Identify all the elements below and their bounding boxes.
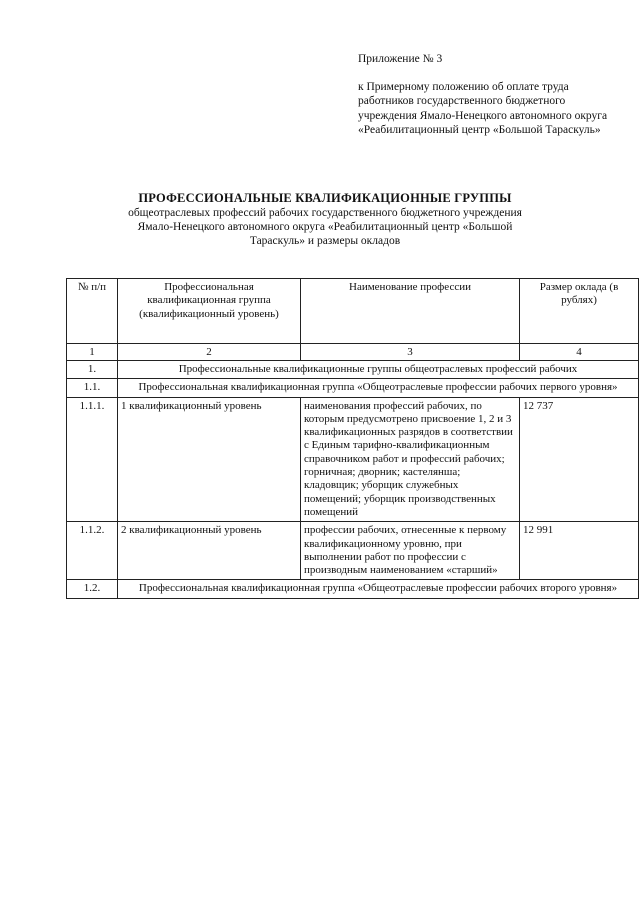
index-cell: 1 bbox=[67, 344, 118, 361]
qualification-table bbox=[66, 278, 639, 599]
salary-value: 12 737 bbox=[520, 397, 639, 522]
appendix-text: к Примерному положению об оплате труда работников государственного бюджетного учреждения Ямало-Ненецкого автономного округа «Реабилитационный центр «Большой Тараскуль» bbox=[358, 81, 608, 136]
qualification-level: 1 квалификационный уровень bbox=[118, 397, 301, 522]
table-header-row bbox=[67, 279, 639, 344]
appendix-number: Приложение № 3 bbox=[358, 53, 443, 65]
index-cell: 3 bbox=[301, 344, 520, 361]
salary-value: 12 991 bbox=[520, 522, 639, 580]
header-profession: Наименование профессии bbox=[301, 279, 520, 344]
table-index-row bbox=[67, 344, 639, 361]
appendix-reference bbox=[358, 52, 608, 137]
section-title: Профессиональные квалификационные группы общеотраслевых профессий рабочих bbox=[118, 361, 639, 379]
table-row bbox=[67, 522, 639, 580]
title-subtitle: общеотраслевых профессий рабочих государственного бюджетного учреждения Ямало-Ненецкого автономного округа «Реабилитационный центр «Большой Тараскуль» и размеры окладов bbox=[128, 207, 522, 248]
row-number: 1.2. bbox=[67, 580, 118, 598]
row-number: 1.1.1. bbox=[67, 397, 118, 522]
profession-names: наименования профессий рабочих, по которым предусмотрено присвоение 1, 2 и 3 квалификационных разрядов в соответствии с Единым тарифно-квалификационным справочником работ и профессий рабочих; горничная; дворник; кастелянша; кладовщик; уборщик служебных помещений; уборщик производственных помещений bbox=[301, 397, 520, 522]
title-main: ПРОФЕССИОНАЛЬНЫЕ КВАЛИФИКАЦИОННЫЕ ГРУППЫ bbox=[138, 191, 512, 205]
table-row bbox=[67, 580, 639, 598]
header-number: № п/п bbox=[67, 279, 118, 344]
table-row bbox=[67, 397, 639, 522]
section-title: Профессиональная квалификационная группа «Общеотраслевые профессии рабочих первого уровня» bbox=[118, 379, 639, 397]
document-title bbox=[90, 190, 560, 249]
index-cell: 4 bbox=[520, 344, 639, 361]
header-salary: Размер оклада (в рублях) bbox=[520, 279, 639, 344]
qualification-level: 2 квалификационный уровень bbox=[118, 522, 301, 580]
table-row bbox=[67, 379, 639, 397]
row-number: 1.1. bbox=[67, 379, 118, 397]
table-row bbox=[67, 361, 639, 379]
profession-names: профессии рабочих, отнесенные к первому квалификационному уровню, при выполнении работ по профессии с производным наименованием «старший» bbox=[301, 522, 520, 580]
row-number: 1. bbox=[67, 361, 118, 379]
index-cell: 2 bbox=[118, 344, 301, 361]
section-title: Профессиональная квалификационная группа «Общеотраслевые профессии рабочих второго уровня» bbox=[118, 580, 639, 598]
header-group: Профессиональная квалификационная группа (квалификационный уровень) bbox=[118, 279, 301, 344]
row-number: 1.1.2. bbox=[67, 522, 118, 580]
